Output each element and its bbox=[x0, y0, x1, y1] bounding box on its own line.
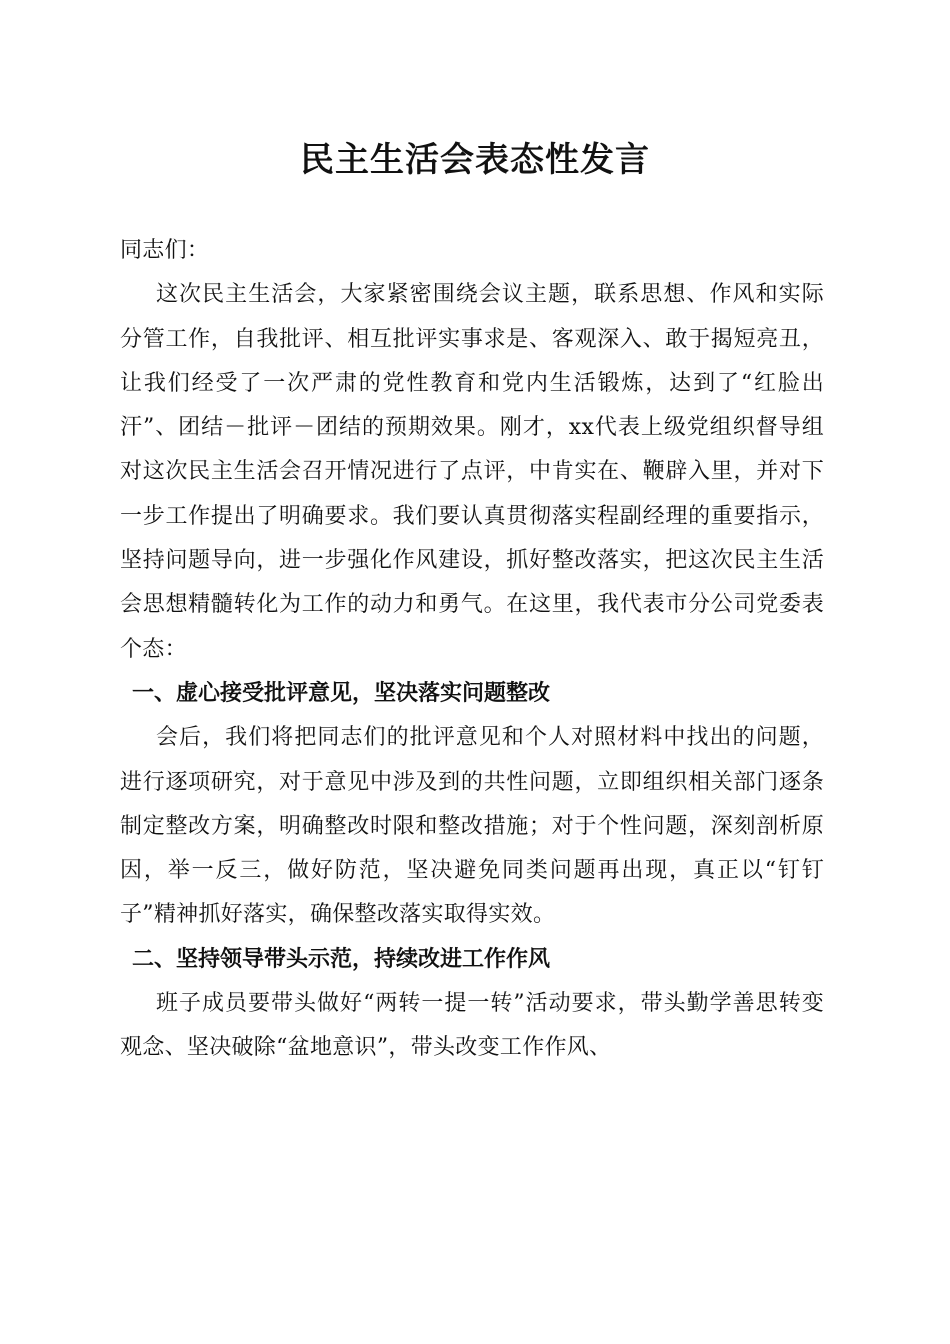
section-1-heading: 一、虚心接受批评意见，坚决落实问题整改 bbox=[132, 680, 551, 706]
intro-paragraph: 这次民主生活会，大家紧密围绕会议主题，联系思想、作风和实际分管工作，自我批评、相互批评实事求是、客观深入、敢于揭短亮丑，让我们经受了一次严肃的党性教育和党内生活锻炼，达到了“红脸出汗”、团结－批评－团结的预期效果。刚才，xx代表上级党组织督导组对这次民主生活会召开情况进行了点评，中肯实在、鞭辟入里，并对下一步工作提出了明确要求。我们要认真贯彻落实程副经理的重要指示，坚持问题导向，进一步强化作风建设，抓好整改落实，把这次民主生活会思想精髓转化为工作的动力和勇气。在这里，我代表市分公司党委表个态： bbox=[120, 282, 824, 662]
section-2-heading: 二、坚持领导带头示范，持续改进工作作风 bbox=[132, 946, 551, 972]
document-title: 民主生活会表态性发言 bbox=[300, 140, 650, 180]
greeting: 同志们： bbox=[120, 238, 210, 263]
section-2-paragraph: 班子成员要带头做好“两转一提一转”活动要求，带头勤学善思转变观念、坚决破除“盆地意识”，带头改变工作作风、 bbox=[120, 991, 824, 1061]
section-1-paragraph: 会后，我们将把同志们的批评意见和个人对照材料中找出的问题，进行逐项研究，对于意见中涉及到的共性问题，立即组织相关部门逐条制定整改方案，明确整改时限和整改措施；对于个性问题，深刻剖析原因，举一反三，做好防范，坚决避免同类问题再出现，真正以“钉钉子”精神抓好落实，确保整改落实取得实效。 bbox=[120, 725, 824, 928]
document-body bbox=[120, 229, 824, 1071]
